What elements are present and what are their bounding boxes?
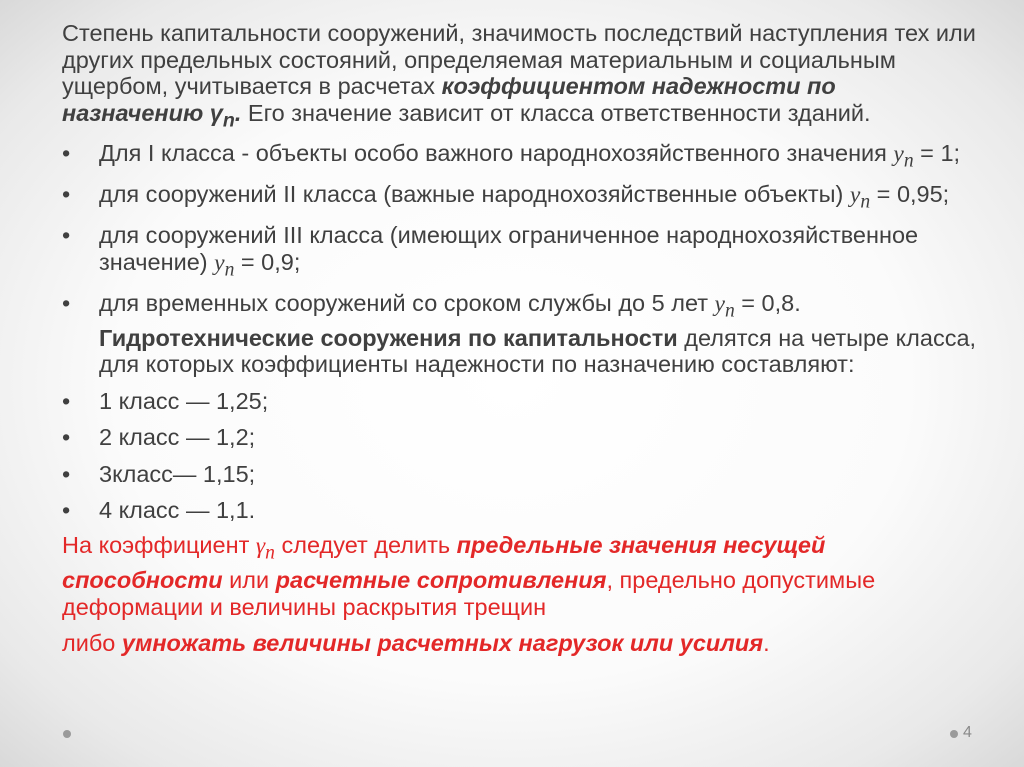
list-item: • для временных сооружений со сроком службы до 5 лет $y_n = 0,8$. Гидротехнические сооружения по капитальности делятся на четыре класса, для которых коэффициенты надежности по назначению составляют: [62, 289, 977, 378]
list-item: • для сооружений III класса (имеющих ограниченное народнохозяйственное значение) $y_n = 0,9$; [62, 222, 919, 281]
bullet-icon: • [62, 180, 71, 207]
red-note-1: На коэффициент $\gamma_n$ следует делить предельные значения несущей способности или расчетные сопротивления, предельно допустимые деформации и величины раскрытия трещин [62, 531, 876, 620]
intro-text-1: Степень капитальности сооружений, значимость последствий наступления тех или других предельных состояний, определяемая материальным и социальным ущербом, учитывается в расчетах [62, 20, 976, 99]
list-item: • 4 класс — 1,1. [62, 497, 256, 524]
list-item: • 2 класс — 1,2; [62, 424, 256, 451]
list-item: • 1 класс — 1,25; [62, 387, 269, 414]
intro-paragraph [62, 20, 982, 134]
list-item: • Для I класса - объекты особо важного народнохозяйственного значения $y_n = 1$; [62, 139, 961, 172]
bullet-icon: • [62, 222, 71, 249]
bullet-icon: • [62, 460, 71, 487]
red-note-2: либо умножать величины расчетных нагрузок или усилия. [62, 630, 770, 657]
bullet-icon: • [62, 289, 71, 316]
slide-content [62, 20, 982, 657]
list-item: • для сооружений II класса (важные народнохозяйственные объекты) $y_n = 0,95$; [62, 180, 950, 213]
bullet-icon: • [62, 424, 71, 451]
coefficient-term: коэффициентом надежности по назначению $\gamma_n$. [62, 73, 836, 132]
intro-text-2: Его значение зависит от класса ответственности зданий. [241, 99, 871, 126]
page-number: 4 [963, 724, 972, 741]
hydro-text: делятся на четыре класса, для которых коэффициенты надежности по назначению составляют: [99, 324, 977, 378]
footer-dot-right [950, 730, 958, 738]
bullet-icon: • [62, 139, 71, 166]
hydro-heading: Гидротехнические сооружения по капитальности [99, 324, 678, 351]
bullet-icon: • [62, 497, 71, 524]
bullet-icon: • [62, 387, 71, 414]
list-item: • 3класс— 1,15; [62, 460, 256, 487]
footer-dot-left [63, 730, 71, 738]
